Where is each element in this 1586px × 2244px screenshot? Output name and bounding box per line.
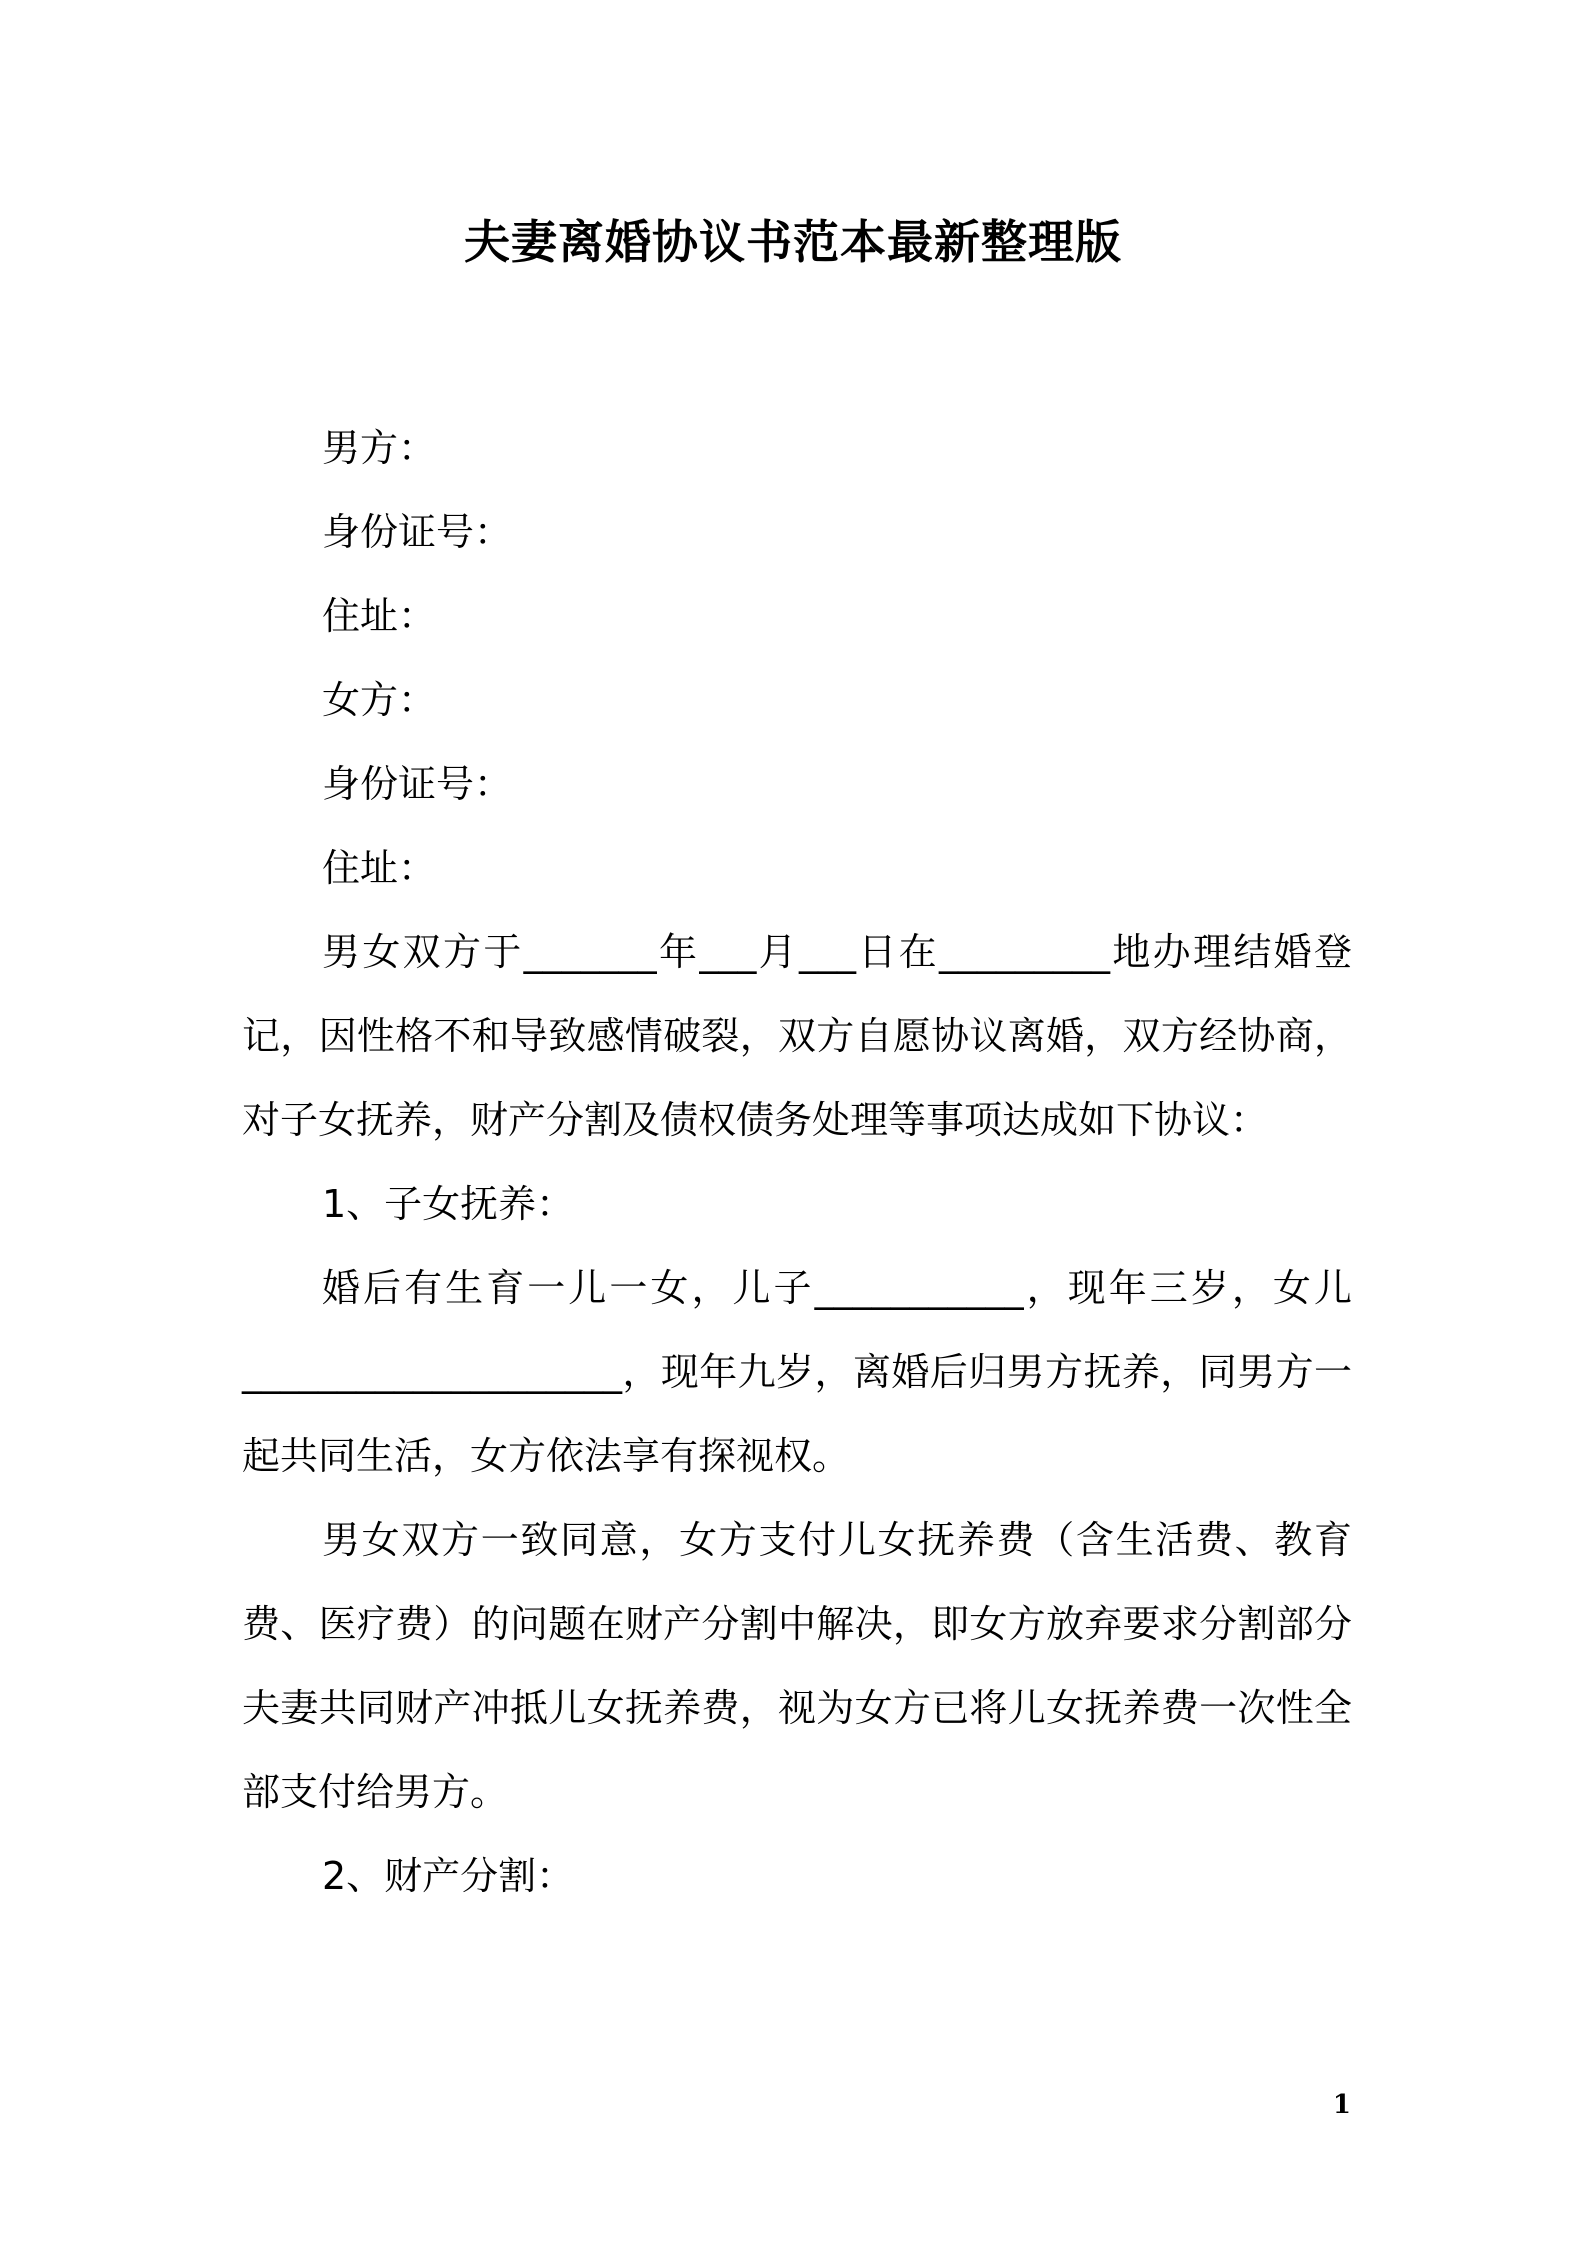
- intro-paragraph: 男女双方于_______年___月___日在_________地办理结婚登记，因性格不和导致感情破裂，双方自愿协议离婚，双方经协商，对子女抚养，财产分割及债权债务处理等事项达成如下协议：: [242, 930, 1352, 1142]
- male-id-field: 身份证号：: [322, 510, 513, 554]
- document-body: [242, 406, 1352, 1918]
- section-2-heading: 2、财产分割：: [322, 1854, 575, 1898]
- female-id-field: 身份证号：: [322, 762, 513, 806]
- document-title: 夫妻离婚协议书范本最新整理版: [464, 215, 1122, 269]
- male-address-field: 住址：: [322, 594, 437, 638]
- section-1-paragraph-2: 男女双方一致同意，女方支付儿女抚养费（含生活费、教育费、医疗费）的问题在财产分割中解决，即女方放弃要求分割部分夫妻共同财产冲抵儿女抚养费，视为女方已将儿女抚养费一次性全部支付给男方。: [242, 1518, 1352, 1814]
- female-address-field: 住址：: [322, 846, 437, 890]
- female-field: 女方：: [322, 678, 437, 722]
- page-number: 1: [1332, 2090, 1351, 2120]
- section-1-paragraph-1: 婚后有生育一儿一女，儿子___________，现年三岁，女儿____________________，现年九岁，离婚后归男方抚养，同男方一起共同生活，女方依法享有探视权。: [242, 1266, 1352, 1478]
- section-1-heading: 1、子女抚养：: [322, 1182, 575, 1226]
- male-field: 男方：: [322, 426, 437, 470]
